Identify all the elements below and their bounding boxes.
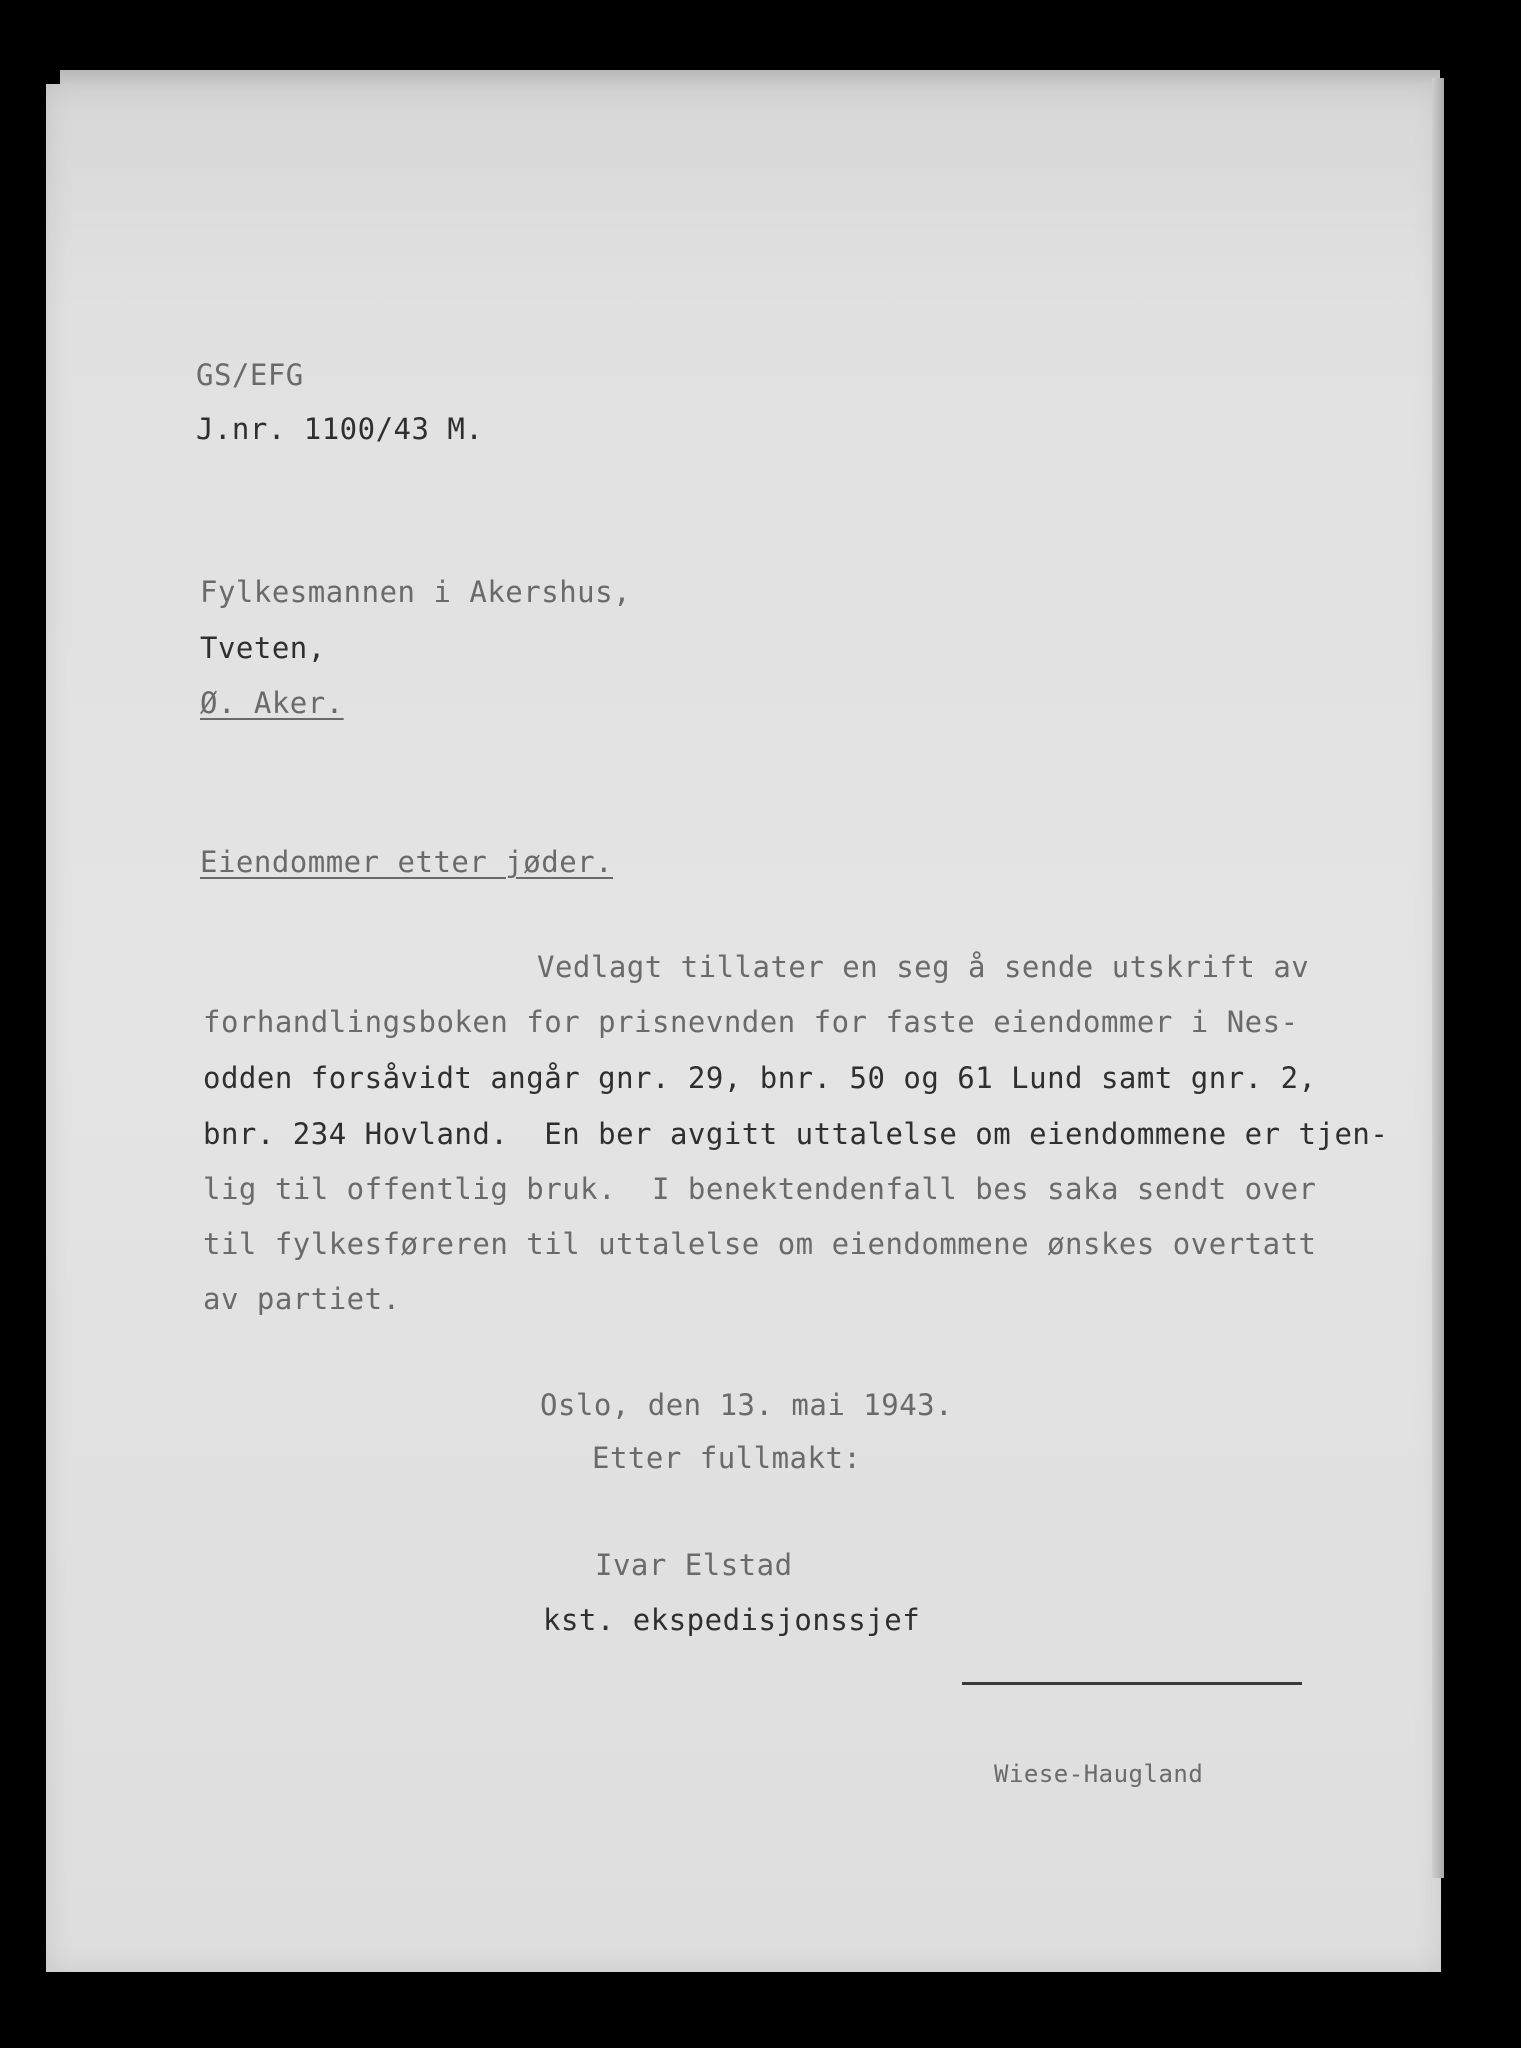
recipient-line-1: Fylkesmannen i Akershus, xyxy=(200,575,632,609)
place-and-date: Oslo, den 13. mai 1943. xyxy=(540,1388,954,1422)
body-line-6: til fylkesføreren til uttalelse om eiendommene ønskes overtatt xyxy=(203,1227,1317,1261)
recipient-line-3: Ø. Aker. xyxy=(200,686,344,720)
recipient-line-2: Tveten, xyxy=(200,631,326,665)
paper-edge-right xyxy=(1432,78,1444,1878)
body-line-7: av partiet. xyxy=(203,1282,401,1316)
reference-initials: GS/EFG xyxy=(196,358,304,392)
signatory-title: kst. ekspedisjonssjef xyxy=(543,1603,921,1637)
body-line-4: bnr. 234 Hovland. En ber avgitt uttalelse om eiendommene er tjen- xyxy=(203,1117,1389,1151)
body-line-1: Vedlagt tillater en seg å sende utskrift av xyxy=(537,950,1310,984)
signatory-name: Ivar Elstad xyxy=(595,1548,793,1582)
body-line-5: lig til offentlig bruk. I benektendenfall bes saka sendt over xyxy=(203,1172,1317,1206)
journal-number: J.nr. 1100/43 M. xyxy=(196,412,484,446)
signature-line xyxy=(962,1682,1302,1685)
subject-line: Eiendommer etter jøder. xyxy=(200,845,614,879)
body-line-3: odden forsåvidt angår gnr. 29, bnr. 50 og 61 Lund samt gnr. 2, xyxy=(203,1061,1317,1095)
authority-line: Etter fullmakt: xyxy=(592,1441,862,1475)
body-line-2: forhandlingsboken for prisnevnden for faste eiendommer i Nes- xyxy=(203,1005,1299,1039)
copy-recipient: Wiese-Haugland xyxy=(994,1760,1204,1788)
